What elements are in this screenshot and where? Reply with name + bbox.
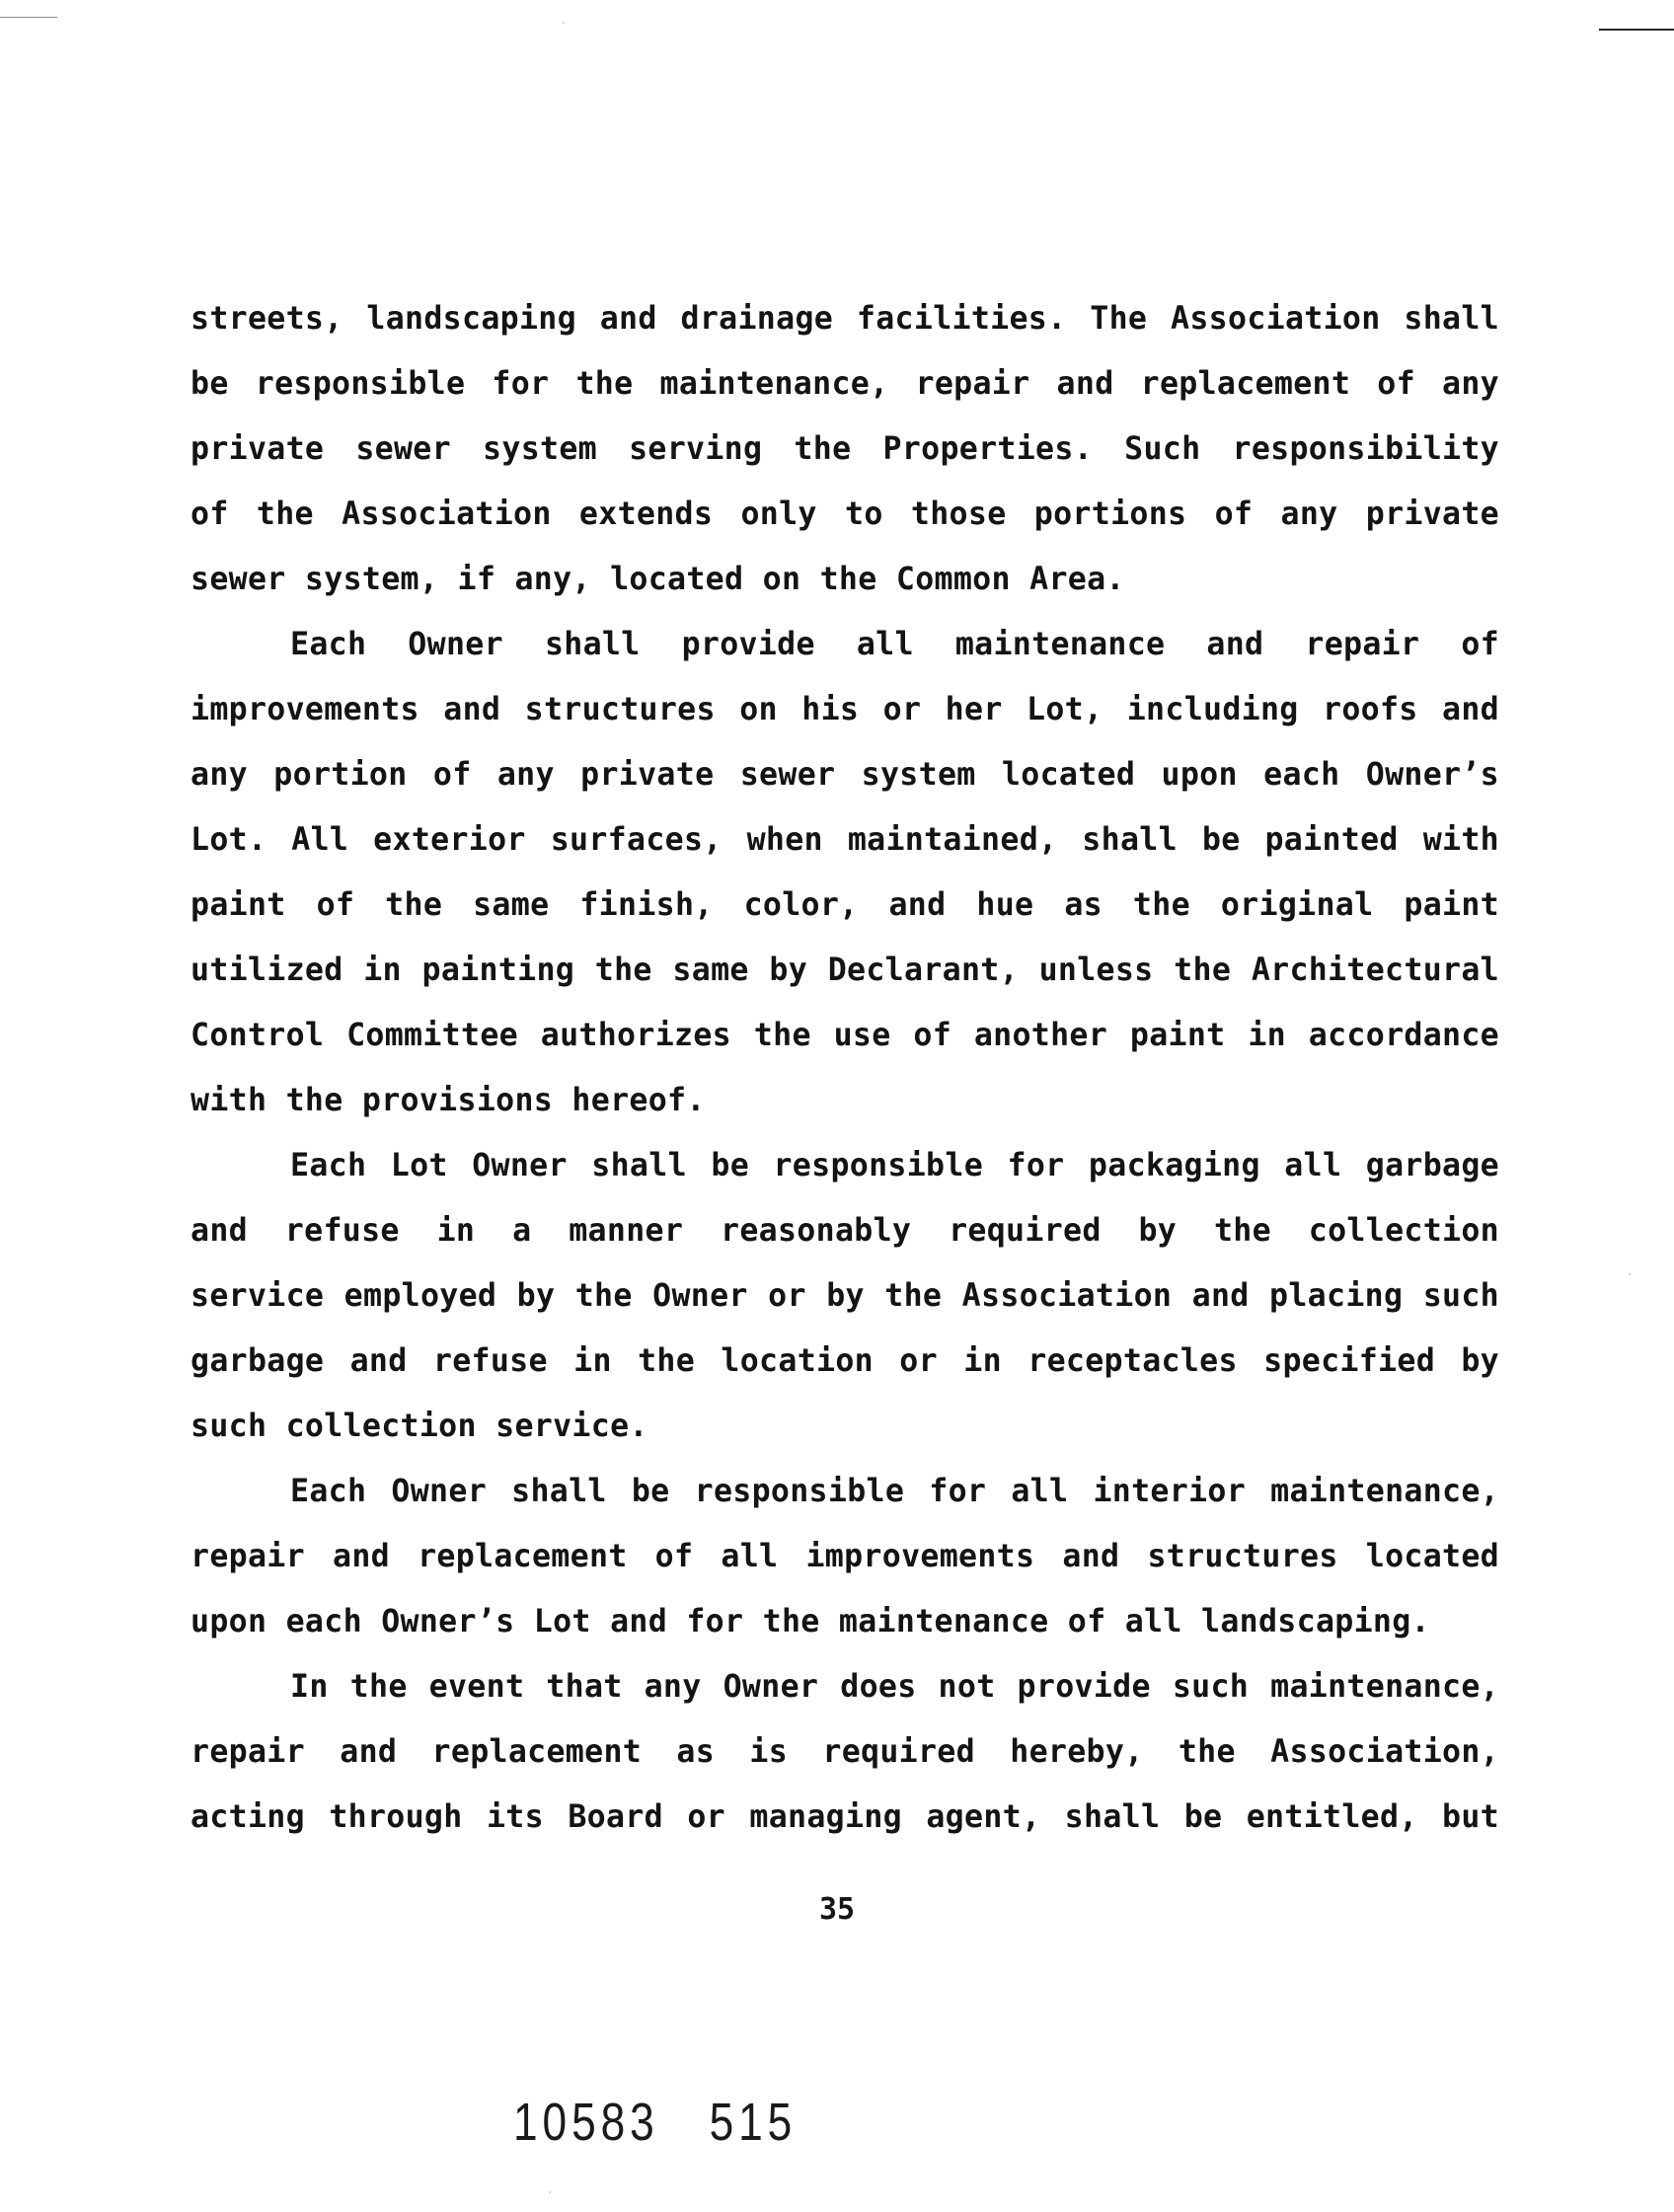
text-line: acting through its Board or managing agent, shall be entitled, but [190, 1799, 1499, 1835]
text-line: with the provisions hereof. [190, 1083, 706, 1118]
scan-speck [1629, 1273, 1631, 1275]
text-line: upon each Owner’s Lot and for the maintenance of all landscaping. [190, 1604, 1430, 1640]
paragraph [190, 1459, 1499, 1654]
text-line: private sewer system serving the Properties. Such responsibility [190, 431, 1499, 467]
text-line: be responsible for the maintenance, repair and replacement of any [190, 366, 1499, 402]
text-line: Each Lot Owner shall be responsible for packaging all garbage [290, 1148, 1499, 1183]
book-number: 10583 [513, 2093, 659, 2152]
text-line: repair and replacement as is required hereby, the Association, [190, 1734, 1499, 1770]
book-page-stamp [513, 2093, 797, 2152]
text-line: sewer system, if any, located on the Common Area. [190, 562, 1125, 597]
scan-speck [563, 22, 565, 24]
text-line: of the Association extends only to those portions of any private [190, 496, 1499, 532]
text-line: repair and replacement of all improvements and structures located [190, 1539, 1499, 1574]
text-line: In the event that any Owner does not provide such maintenance, [290, 1669, 1499, 1705]
text-line: improvements and structures on his or her Lot, including roofs and [190, 692, 1499, 727]
text-line: Each Owner shall provide all maintenance and repair of [290, 627, 1499, 662]
scan-speck [549, 2191, 551, 2193]
scan-edge-mark-left [0, 17, 57, 18]
text-line: Control Committee authorizes the use of another paint in accordance [190, 1018, 1499, 1053]
text-line: streets, landscaping and drainage facilities. The Association shall [190, 301, 1499, 337]
paragraph [190, 1654, 1499, 1850]
stamp-page-number: 515 [709, 2093, 798, 2152]
paragraph [190, 286, 1499, 612]
text-line: any portion of any private sewer system located upon each Owner’s [190, 757, 1499, 793]
text-line: utilized in painting the same by Declarant, unless the Architectural [190, 953, 1499, 988]
paragraph [190, 612, 1499, 1133]
text-line: and refuse in a manner reasonably required by the collection [190, 1213, 1499, 1249]
scan-edge-mark-right [1599, 29, 1674, 31]
page-number: 35 [818, 1892, 856, 1927]
text-line: Lot. All exterior surfaces, when maintained, shall be painted with [190, 822, 1499, 858]
paragraph [190, 1133, 1499, 1459]
text-line: garbage and refuse in the location or in receptacles specified by [190, 1343, 1499, 1379]
text-line: paint of the same finish, color, and hue as the original paint [190, 887, 1499, 923]
text-line: Each Owner shall be responsible for all interior maintenance, [290, 1474, 1499, 1509]
text-line: such collection service. [190, 1409, 648, 1444]
document-body [190, 286, 1499, 1850]
text-line: service employed by the Owner or by the Association and placing such [190, 1278, 1499, 1314]
